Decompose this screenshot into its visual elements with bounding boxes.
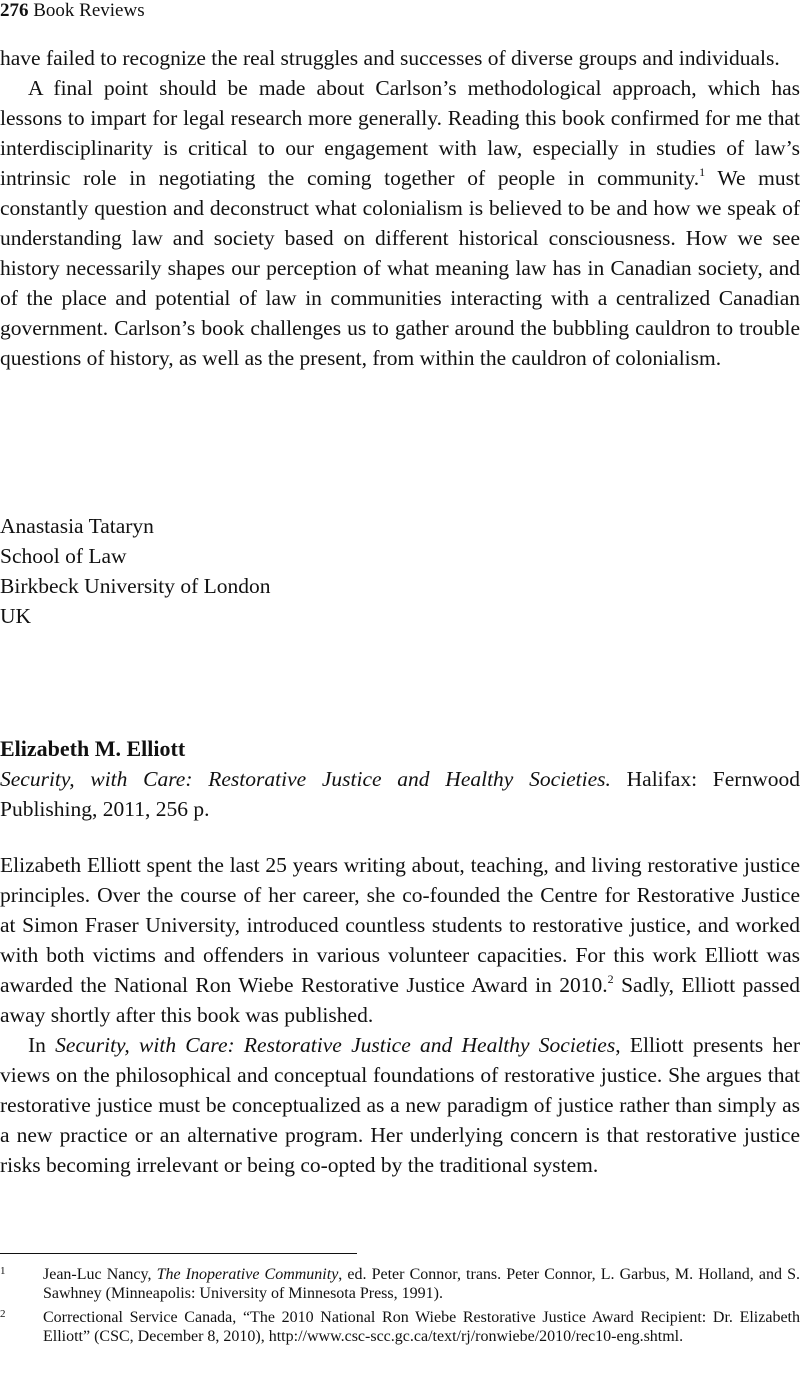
book-author: Elizabeth M. Elliott — [0, 736, 186, 761]
reviewer-signature — [0, 511, 271, 631]
paragraph: In Security, with Care: Restorative Justice and Healthy Societies, Elliott presents her views on the philosophical and conceptual foundations of restorative justice. She argues that restorative justice must be conceptualized as a new paradigm of justice rather than simply as a new practice or an alternative program. Her underlying concern is that restorative justice risks becoming irrelevant or being co-opted by the traditional system. — [0, 1033, 800, 1177]
footnote-mark: 1 — [0, 1265, 6, 1277]
footnote-ref[interactable]: 1 — [699, 165, 706, 179]
paragraph: Elizabeth Elliott spent the last 25 years writing about, teaching, and living restorative justice principles. Over the course of her career, she co-founded the Centre for Restorative Justice at Simon Fraser University, introduced countless students to restorative justice, and worked with both victims and offenders in various volunteer capacities. For this work Elliott was awarded the National Ron Wiebe Restorative Justice Award in 2010.$^2$ Sadly, Elliott passed away shortly after this book was published. — [0, 853, 800, 1027]
footnote: 1 Jean-Luc Nancy, The Inoperative Community, ed. Peter Connor, trans. Peter Connor, L. Garbus, M. Holland, and S. Sawhney (Minneapolis: University of Minnesota Press, 1991). — [0, 1265, 800, 1303]
running-head — [0, 0, 145, 22]
signature-dept: School of Law — [0, 544, 127, 568]
footnote-rule — [0, 1253, 357, 1254]
signature-name: Anastasia Tataryn — [0, 514, 154, 538]
footnote-ref[interactable]: 2 — [607, 972, 614, 986]
publication-info: Halifax: Fernwood Publishing, 2011, 256 p. — [0, 767, 800, 821]
page-number: 276 — [0, 0, 29, 21]
book-citation — [0, 764, 800, 824]
signature-country: UK — [0, 604, 32, 628]
paragraph: A final point should be made about Carlson’s methodological approach, which has lessons to impart for legal research more generally. Reading this book confirmed for me that interdisciplinarity is critical to our engagement with law, especially in studies of law’s intrinsic role in negotiating the coming together of people in community.$^1$ We must constantly question and deconstruct what colonialism is believed to be and how we speak of understanding law and society based on different historical consciousness. How we see history necessarily shapes our perception of what meaning law has in Canadian society, and of the place and potential of law in communities interacting with a centralized Canadian government. Carlson’s book challenges us to gather around the bubbling cauldron to trouble questions of history, as well as the present, from within the cauldron of colonialism. — [0, 76, 800, 370]
footnotes — [0, 1265, 800, 1351]
footnote-mark: 2 — [0, 1308, 6, 1320]
review-text — [0, 850, 800, 1180]
review-heading — [0, 734, 800, 824]
previous-review-text — [0, 43, 800, 373]
footnote-text[interactable]: Correctional Service Canada, “The 2010 National Ron Wiebe Restorative Justice Award Recipient: Dr. Elizabeth Elliott” (CSC, December 8, 2010), http://www.csc-scc.gc.ca/text/rj/ronwiebe/2010/rec10-eng.shtml. — [43, 1309, 800, 1345]
book-title: Security, with Care: Restorative Justice and Healthy Societies. — [0, 767, 611, 791]
signature-institution: Birkbeck University of London — [0, 574, 271, 598]
paragraph: have failed to recognize the real struggles and successes of diverse groups and individuals. — [0, 46, 780, 70]
section-title: Book Reviews — [33, 0, 145, 21]
footnote — [0, 1308, 800, 1346]
